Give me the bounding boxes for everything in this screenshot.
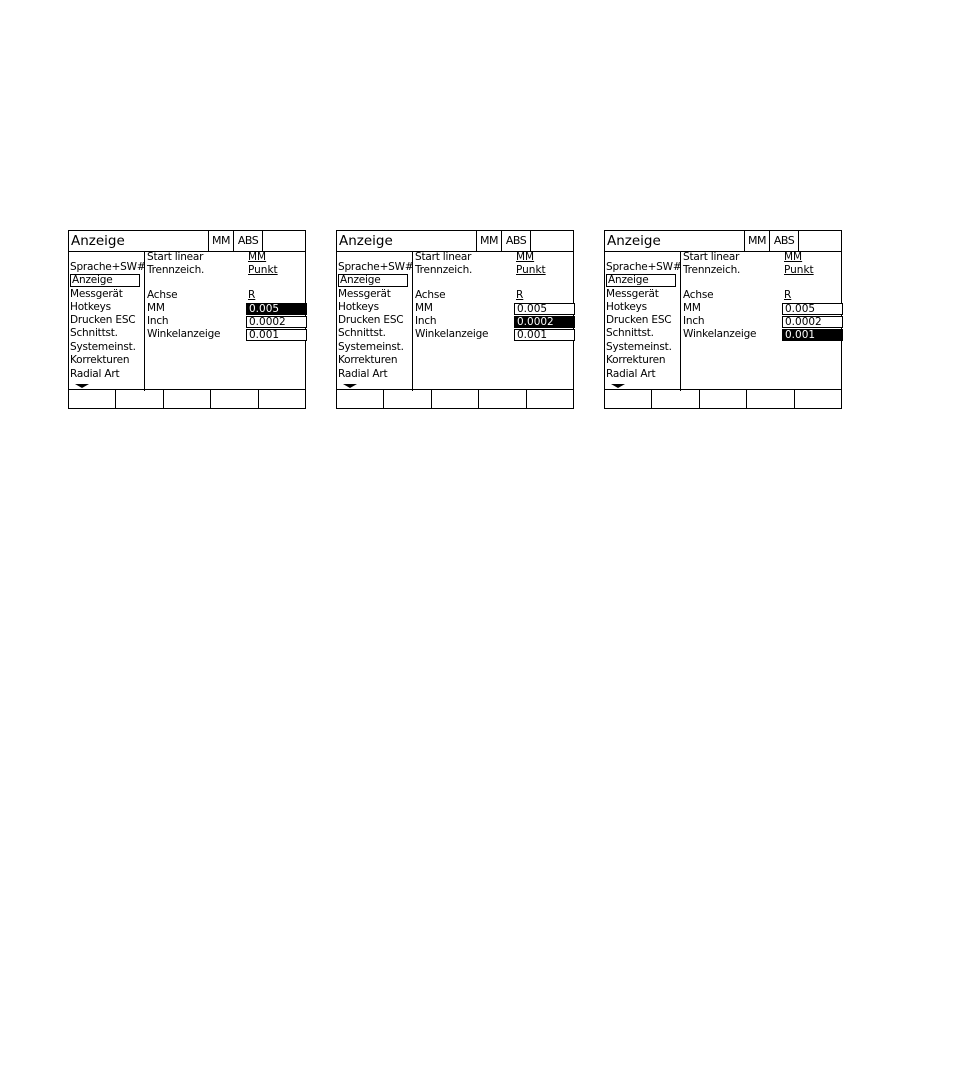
settings-panel [147,252,305,391]
softkey-3[interactable] [164,390,211,408]
menu-item-sprache[interactable]: Sprache+SW# [606,261,682,273]
softkey-bar [69,389,305,408]
screen-title: Anzeige [339,233,393,249]
softkey-2[interactable] [384,390,431,408]
menu-item-systemeinst[interactable]: Systemeinst. [338,341,404,353]
title-bar [605,231,841,252]
label-achse: Achse [147,289,178,301]
value-achse[interactable]: R [516,289,524,301]
softkey-5[interactable] [795,390,841,408]
softkey-bar [605,389,841,408]
label-winkel: Winkelanzeige [147,328,221,340]
field-mm[interactable]: 0.005 [782,303,843,315]
settings-panel [415,252,573,391]
field-inch[interactable]: 0.0002 [782,316,843,328]
field-mm[interactable]: 0.005 [246,303,307,315]
display-screen-3 [604,230,842,409]
mode-indicator: ABS [501,231,531,251]
menu-item-korrekturen[interactable]: Korrekturen [338,354,398,366]
label-trennzeich: Trennzeich. [415,264,473,276]
label-start-linear: Start linear [683,251,740,263]
menu-item-schnittst[interactable]: Schnittst. [338,327,386,339]
field-inch[interactable]: 0.0002 [246,316,307,328]
display-screen-1 [68,230,306,409]
field-inch[interactable]: 0.0002 [514,316,575,328]
value-achse[interactable]: R [784,289,792,301]
value-trennzeich[interactable]: Punkt [248,264,278,276]
menu-item-radial-art[interactable]: Radial Art [70,368,120,380]
screen-title: Anzeige [607,233,661,249]
softkey-bar [337,389,573,408]
menu-item-systemeinst[interactable]: Systemeinst. [606,341,672,353]
menu-item-hotkeys[interactable]: Hotkeys [338,301,379,313]
label-trennzeich: Trennzeich. [683,264,741,276]
value-trennzeich[interactable]: Punkt [516,264,546,276]
field-winkel[interactable]: 0.001 [782,329,843,341]
menu-item-radial-art[interactable]: Radial Art [338,368,388,380]
menu-item-anzeige[interactable]: Anzeige [338,274,408,287]
menu-item-systemeinst[interactable]: Systemeinst. [70,341,136,353]
softkey-4[interactable] [479,390,526,408]
label-mm: MM [415,302,433,314]
field-mm[interactable]: 0.005 [514,303,575,315]
setup-menu [69,252,145,391]
menu-item-anzeige[interactable]: Anzeige [70,274,140,287]
label-inch: Inch [683,315,705,327]
unit-indicator: MM [476,231,501,251]
softkey-1[interactable] [605,390,652,408]
mode-indicator: ABS [769,231,799,251]
softkey-3[interactable] [432,390,479,408]
value-achse[interactable]: R [248,289,256,301]
down-arrow-icon [75,384,89,388]
softkey-1[interactable] [69,390,116,408]
value-start-linear[interactable]: MM [516,251,535,263]
display-screen-2 [336,230,574,409]
label-achse: Achse [415,289,446,301]
menu-item-messgeraet[interactable]: Messgerät [338,288,391,300]
settings-panel [683,252,841,391]
softkey-3[interactable] [700,390,747,408]
setup-menu [605,252,681,391]
down-arrow-icon [611,384,625,388]
down-arrow-icon [343,384,357,388]
menu-item-hotkeys[interactable]: Hotkeys [606,301,647,313]
menu-item-anzeige[interactable]: Anzeige [606,274,676,287]
menu-item-drucken[interactable]: Drucken ESC [606,314,672,326]
label-winkel: Winkelanzeige [683,328,757,340]
menu-item-messgeraet[interactable]: Messgerät [606,288,659,300]
softkey-5[interactable] [259,390,305,408]
label-mm: MM [147,302,165,314]
softkey-4[interactable] [211,390,258,408]
softkey-2[interactable] [116,390,163,408]
menu-item-sprache[interactable]: Sprache+SW# [338,261,414,273]
title-bar [337,231,573,252]
menu-item-sprache[interactable]: Sprache+SW# [70,261,146,273]
menu-item-hotkeys[interactable]: Hotkeys [70,301,111,313]
menu-item-messgeraet[interactable]: Messgerät [70,288,123,300]
menu-item-radial-art[interactable]: Radial Art [606,368,656,380]
label-achse: Achse [683,289,714,301]
menu-item-drucken[interactable]: Drucken ESC [70,314,136,326]
softkey-1[interactable] [337,390,384,408]
menu-item-drucken[interactable]: Drucken ESC [338,314,404,326]
softkey-5[interactable] [527,390,573,408]
label-inch: Inch [415,315,437,327]
menu-item-korrekturen[interactable]: Korrekturen [606,354,666,366]
softkey-4[interactable] [747,390,794,408]
title-bar [69,231,305,252]
unit-indicator: MM [744,231,769,251]
setup-menu [337,252,413,391]
mode-indicator: ABS [233,231,263,251]
value-start-linear[interactable]: MM [248,251,267,263]
unit-indicator: MM [208,231,233,251]
value-trennzeich[interactable]: Punkt [784,264,814,276]
menu-item-korrekturen[interactable]: Korrekturen [70,354,130,366]
field-winkel[interactable]: 0.001 [514,329,575,341]
label-mm: MM [683,302,701,314]
label-winkel: Winkelanzeige [415,328,489,340]
field-winkel[interactable]: 0.001 [246,329,307,341]
screen-title: Anzeige [71,233,125,249]
softkey-2[interactable] [652,390,699,408]
menu-item-schnittst[interactable]: Schnittst. [606,327,654,339]
label-trennzeich: Trennzeich. [147,264,205,276]
menu-item-schnittst[interactable]: Schnittst. [70,327,118,339]
label-start-linear: Start linear [147,251,204,263]
label-inch: Inch [147,315,169,327]
value-start-linear[interactable]: MM [784,251,803,263]
label-start-linear: Start linear [415,251,472,263]
